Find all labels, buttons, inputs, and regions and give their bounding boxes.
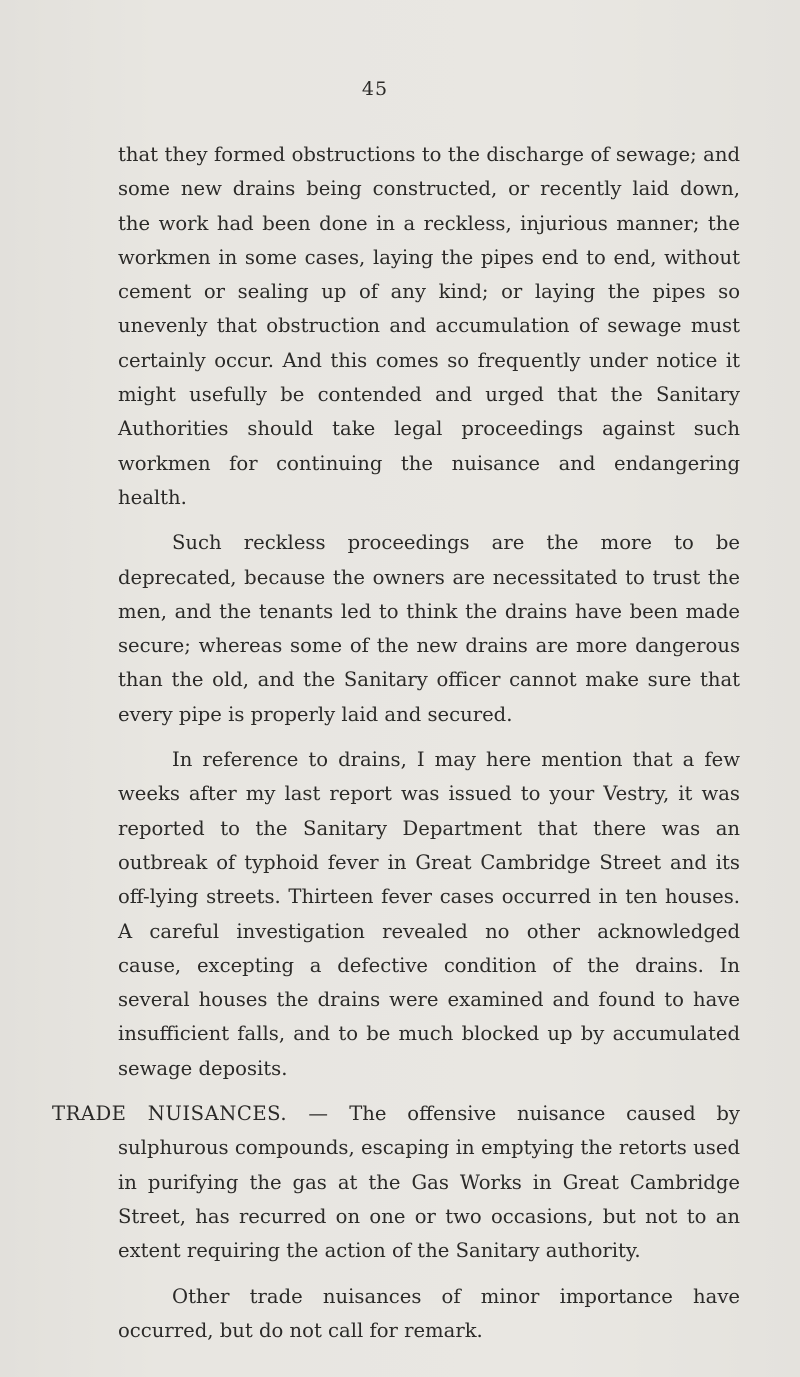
body-text (52, 138, 740, 1359)
paragraph-minor-nuisances: Other trade nuisances of minor importance have occurred, but do not call for remark. (118, 1284, 740, 1342)
paragraph-typhoid-outbreak: In reference to drains, I may here mention that a few weeks after my last report was issued to your Vestry, it was reported to the Sanitary Department that there was an outbreak of typhoid fever in Great Cambridge Street and its off-lying streets. Thirteen fever cases occurred in ten houses. A careful investigation revealed no other acknowledged cause, excepting a defective condition of the drains. In several houses the drains were examined and found to have insufficient falls, and to be much blocked up by accumulated sewage deposits. (118, 748, 740, 1080)
section-heading-trade-nuisances: TRADE NUISANCES. — (52, 1102, 329, 1126)
trade-nuisances-text: The offensive nuisance caused by sulphurous compounds, escaping in emptying the retorts used in purifying the gas at the Gas Works in Great Cambridge Street, has recurred on one or two occasions, but not to an extent requiring the action of the Sanitary authority. (118, 1102, 740, 1263)
paragraph-reckless-proceedings: Such reckless proceedings are the more to be deprecated, because the owners are necessitated to trust the men, and the tenants led to think the drains have been made secure; whereas some of the new drains are more dangerous than the old, and the Sanitary officer cannot make sure that every pipe is properly laid and secured. (118, 531, 740, 726)
page-number: 45 (361, 78, 389, 100)
section-trade-nuisances (52, 1097, 740, 1268)
paragraph-drain-obstructions: that they formed obstructions to the discharge of sewage; and some new drains being constructed, or recently laid down, the work had been done in a reckless, injurious manner; the workmen in some cases, laying the pipes end to end, without cement or sealing up of any kind; or laying the pipes so unevenly that obstruction and accumulation of sewage must certainly occur. And this comes so frequently under notice it might usefully be contended and urged that the Sanitary Authorities should take legal proceedings against such workmen for continuing the nuisance and endangering health. (118, 143, 740, 509)
